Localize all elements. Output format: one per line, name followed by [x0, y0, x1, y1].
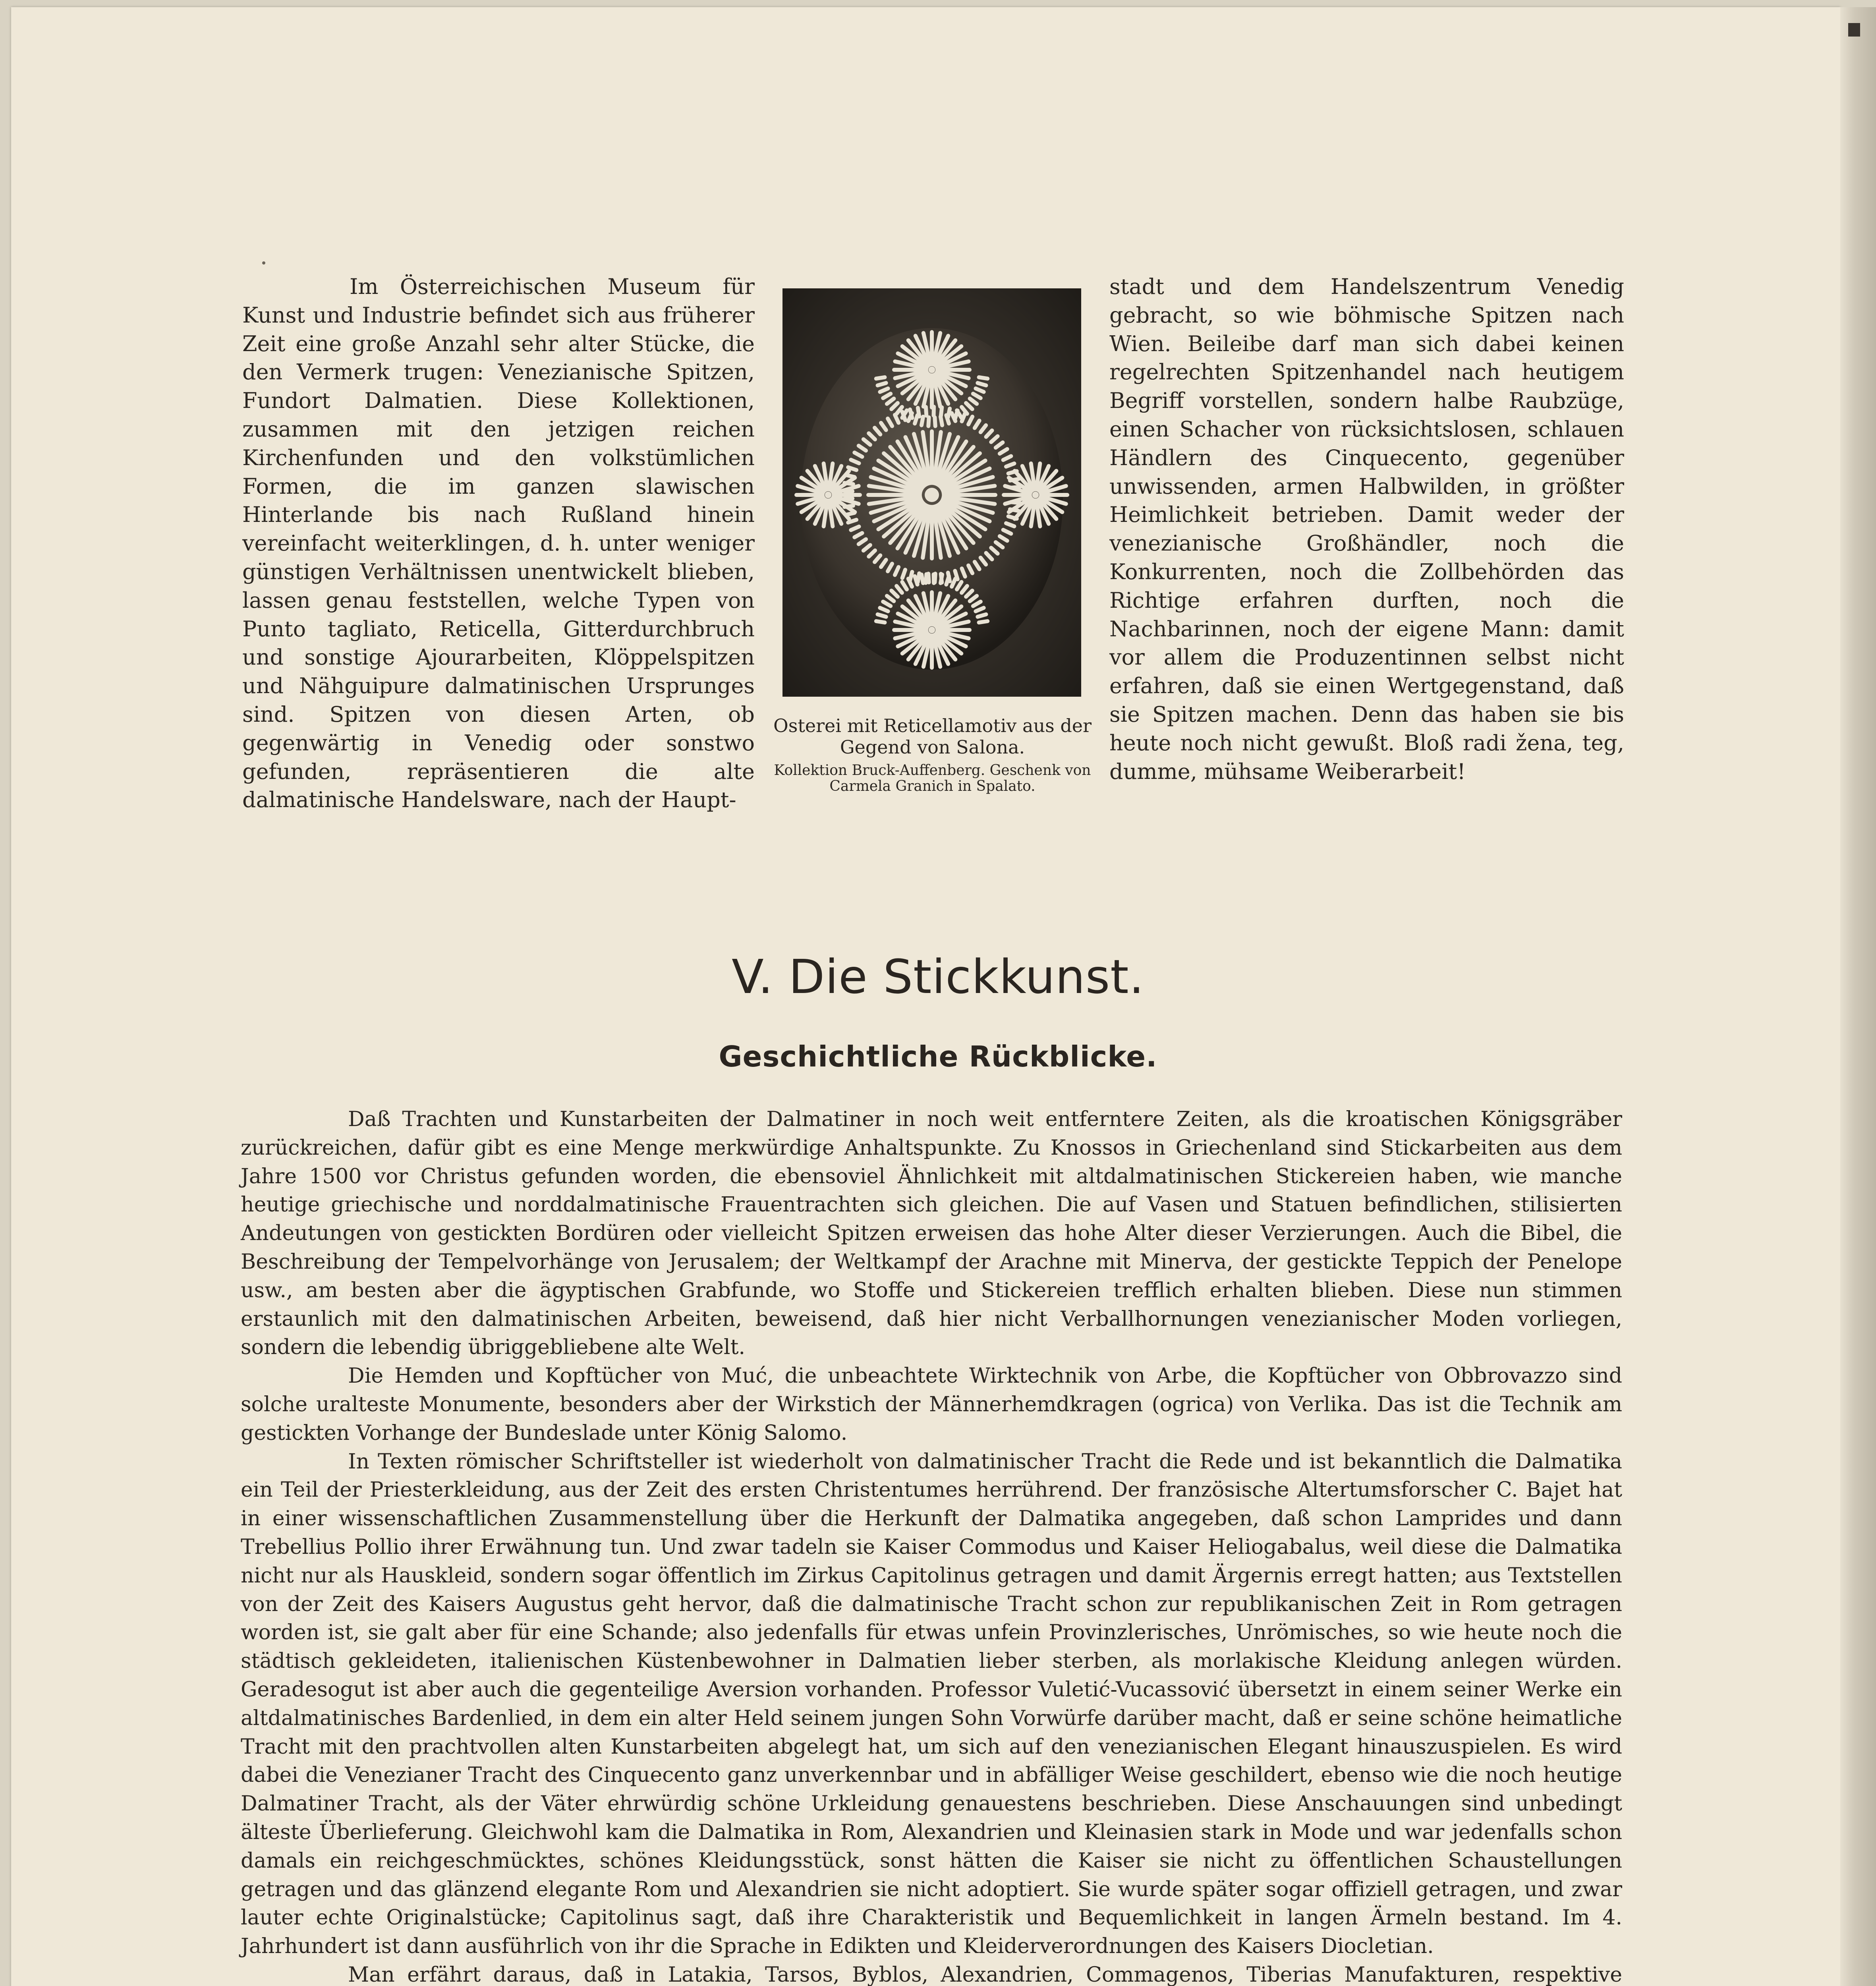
border-dash: [878, 614, 886, 617]
border-dash: [941, 574, 942, 583]
border-dash: [922, 574, 923, 583]
border-dash: [915, 415, 918, 423]
border-dash: [876, 621, 885, 622]
border-dash: [844, 506, 853, 507]
body-paragraph: In Texten römischer Schriftsteller ist wiederholt von dalmatinischer Tracht die Rede und ist bekanntlich die Dalmatika ein Teil der Priesterkleidung, aus der Zeit des ersten Christentumes herrührend. Der französische Altertumsforscher C. Bajet hat in einer wissenschaftlichen Zusammenstellung über die Herkunft der Dalmatika angegeben, daß schon Lamprides und dann Trebellius Pollio ihrer Erwähnung tun. Und zwar tadeln sie Kaiser Commodus und Kaiser Heliogabalus, weil diese die Dalmatika nicht nur als Hauskleid, sondern sogar öffentlich im Zirkus Capitolinus getragen und damit Ärgernis erregt hatten; aus Textstellen von der Zeit des Kaisers Augustus geht hervor, daß die dalmatinische Tracht schon zur republikanischen Zeit in Rom getragen worden ist, sie galt aber für eine Schande; also jedenfalls für etwas unfein Provinzlerisches, Unrömisches, so wie heute noch die städtisch gekleideten, italienischen Küstenbewohner in Dalmatien lieber sterben, als morlakische Kleidung anlegen würden. Geradesogut ist aber auch die gegenteilige Aversion vorhanden. Professor Vuletić-Vucassović übersetzt in einem seiner Werke ein altdalmatinisches Bardenlied, in dem ein alter Held seinem jungen Sohn Vorwürfe darüber macht, daß er seine schöne heimatliche Tracht mit den prachtvollen alten Kunstarbeiten abgelegt hat, um sich auf den venezianischen Elegant hinauszuspielen. Es wird dabei die Venezianer Tracht des Cinquecento ganz unverkennbar und in abfälliger Weise geschildert, ebenso wie die noch heutige Dalmatiner Tracht, als der Väter ehrwürdig schöne Urkleidung genauestens beschrieben. Diese Anschauungen sind unbedingt älteste Überlieferung. Gleichwohl kam die Dalmatika in Rom, Alexandrien und Kleinasien stark in Mode und war jedenfalls schon damals ein reichgeschmücktes, schönes Kleidungsstück, sonst hätten die Kaiser sie nicht zu öffentlichen Schaustellungen getragen und das glänzend elegante Rom und Alexandrien sie nicht adoptiert. Sie wurde später sogar offiziell getragen, und zwar lauter echte Originalstücke; Capitolinus sagt, daß ihre Charakteristik und Bequemlichkeit in langen Ärmeln bestand. Im 4. Jahrhundert ist dann ausführlich von ihr die Sprache in Edikten und Kleiderverordnungen des Kaisers Diocletian.: [241, 1449, 1622, 1959]
body-paragraph: Man erfährt daraus, daß in Latakia, Tarsos, Byblos, Alexandrien, Commagenos, Tiberias Manufakturen, respektive: [348, 1963, 1622, 1986]
border-dash: [1011, 487, 1020, 488]
border-dash: [922, 417, 923, 425]
border-dash: [846, 475, 854, 477]
border-dash: [1010, 509, 1019, 511]
body-paragraph: Daß Trachten und Kunstarbeiten der Dalmatiner in noch weit entferntere Zeiten, als die kroatischen Königsgräber zurückreichen, dafür gibt es eine Menge merkwürdige Anhaltspunkte. Zu Knossos in Griechenland sind Stickarbeiten aus dem Jahre 1500 vor Christus gefunden worden, die ebensoviel Ähnlichkeit mit altdalmatinischen Stickereien haben, wie manche heutige griechische und norddalmatinische Frauentrachten sich gleichen. Die auf Vasen und Statuen befindlichen, stilisierten Andeutungen von gestickten Bordüren oder vielleicht Spitzen erweisen das hohe Alter dieser Verzierungen. Auch die Bibel, die Beschreibung der Tempelvorhänge von Jerusalem; der Weltkampf der Arachne mit Minerva, der gestickte Teppich der Penelope usw., am besten aber die ägyptischen Grabfunde, wo Stoffe und Stickereien trefflich erhalten blieben. Diese nun stimmen erstaunlich mit den dalmatinischen Arbeiten, beweisend, daß hier nicht Verballhornungen venezianischer Moden vorliegen, sondern die lebendig übriggebliebene alte Welt.: [241, 1107, 1622, 1360]
border-dash: [941, 407, 942, 416]
right-column-paragraph: stadt und dem Handelszentrum Venedig gebracht, so wie böhmische Spitzen nach Wien. Beileibe darf man sich dabei keinen regelrechten Spitzenhandel nach heutigem Begriff vorstellen, sondern halbe Raubzüge, einen Schacher von rücksichtslosen, schlauen Händlern des Cinquecento, gegenüber unwissenden, armen Halbwilden, in größter Heimlichkeit betrieben. Damit weder der venezianische Großhändler, noch die Konkurrenten, noch die Zollbehörden das Richtige erfahren durften, noch die Nachbarinnen, noch der eigene Mann: damit vor allem die Produzentinnen selbst nicht erfahren, daß sie einen Wertgegenstand, daß sie Spitzen machen. Denn das haben sie bis heute noch nicht gewußt. Bloß radi žena, teg, dumme, mühsame Weiberarbeit!: [1109, 274, 1624, 784]
border-dash: [941, 417, 942, 425]
border-dash: [902, 570, 905, 578]
border-dash: [1011, 502, 1020, 503]
border-dash: [844, 483, 853, 484]
border-dash: [928, 574, 929, 582]
border-dash: [1009, 471, 1017, 473]
figure-caption: Osterei mit Reticellamotiv aus der Gegend von Salona.: [773, 715, 1092, 758]
border-dash: [946, 576, 949, 585]
border-dash: [878, 383, 886, 385]
border-dash: [876, 377, 885, 379]
body-paragraph: Die Hemden und Kopftücher von Muć, die unbeachtete Wirktechnik von Arbe, die Kopftücher von Obbrovazzo sind solche uralteste Monumente, besonders aber der Wirkstich der Männerhemdkragen (ogrica) von Verlika. Das ist die Technik am gestickten Vorhange der Bundeslade unter König Salomo.: [241, 1364, 1622, 1445]
easter-egg-photo: [782, 288, 1081, 697]
border-dash: [978, 383, 986, 385]
edge-mark: [1848, 23, 1860, 37]
rosette-center: [929, 367, 935, 373]
border-dash: [846, 513, 854, 515]
rosette-center: [929, 627, 935, 634]
border-dash: [979, 621, 988, 622]
left-column-paragraph: Im Österreichischen Museum für Kunst und Industrie befindet sich aus früherer Zeit eine große Anzahl sehr alter Stücke, die den Vermerk trugen: Venezianische Spitzen, Fundort Dalmatien. Diese Kollektionen, zusammen mit den jetzigen reichen Kirchenfunden und den volkstümlichen Formen, die im ganzen slawischen Hinterlande bis nach Rußland hinein vereinfacht weiterklingen, d. h. unter weniger günstigen Verhältnissen unentwickelt blieben, lassen genau feststellen, welche Typen von Punto tagliato, Reticella, Gitterdurchbruch und sonstige Ajourarbeiten, Klöppelspitzen und Nähguipure dalmatinischen Ursprunges sind. Spitzen von diesen Arten, ob gegenwärtig in Venedig oder sonstwo gefunden, repräsentieren die alte dalmatinische Handelsware, nach der Haupt-: [242, 274, 755, 813]
chapter-title: V. Die Stickkunst.: [732, 949, 1144, 1004]
border-dash: [844, 498, 852, 499]
rosette-center: [925, 488, 939, 502]
border-dash: [946, 415, 949, 423]
rosette-center: [1032, 492, 1039, 498]
reticella-egg-image: [782, 288, 1081, 697]
border-dash: [848, 467, 856, 470]
left-text-column: [242, 272, 755, 814]
main-body-text: [241, 1105, 1622, 1986]
border-dash: [848, 520, 856, 523]
rosette-center: [825, 492, 832, 498]
figure-credit: Kollektion Bruck-Auffenberg. Geschenk von Carmela Granich in Spalato.: [774, 762, 1091, 794]
section-subtitle: Geschichtliche Rückblicke.: [719, 1040, 1157, 1073]
print-speck: [262, 261, 265, 265]
border-dash: [926, 407, 927, 416]
border-dash: [1010, 479, 1019, 481]
border-dash: [926, 574, 927, 583]
border-dash: [915, 576, 918, 585]
border-dash: [978, 614, 986, 617]
border-dash: [979, 377, 988, 379]
right-text-column: [1109, 272, 1624, 786]
border-dash: [928, 417, 929, 426]
border-dash: [1009, 516, 1017, 519]
